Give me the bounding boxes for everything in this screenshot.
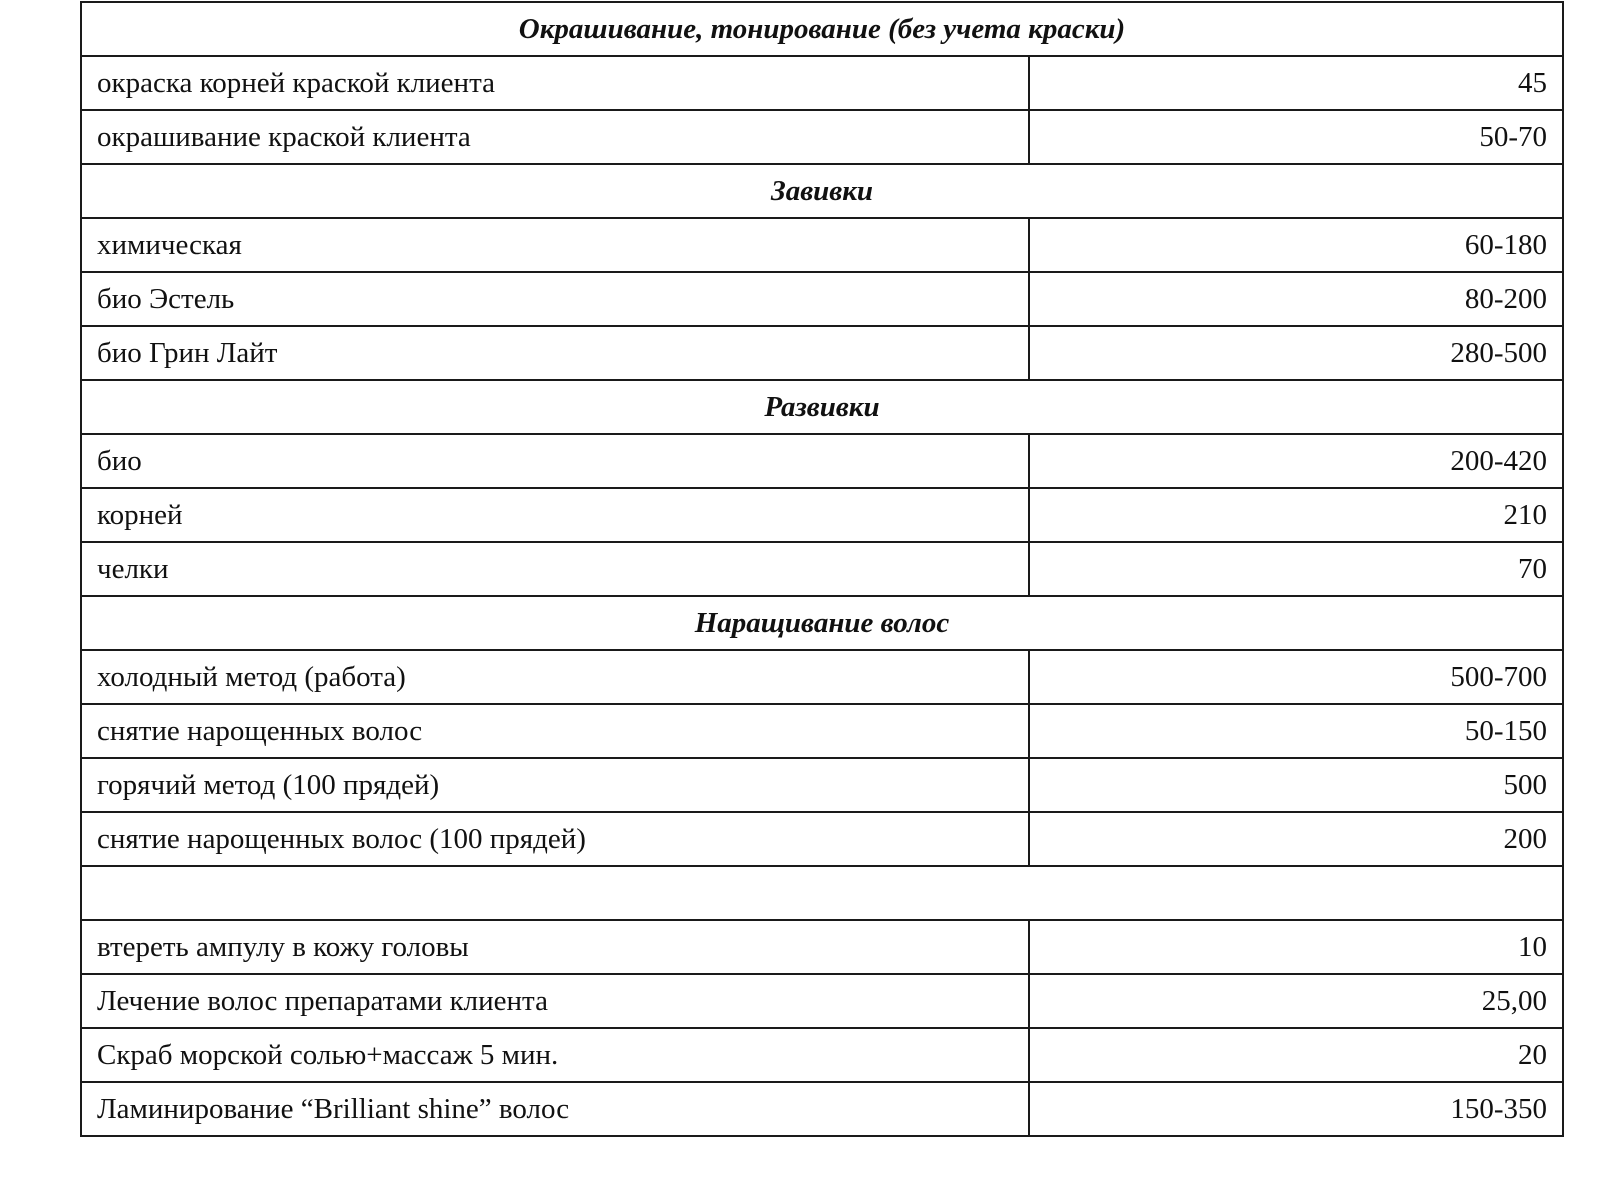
service-price: 80-200	[1029, 272, 1563, 326]
service-name: химическая	[81, 218, 1029, 272]
service-price: 200	[1029, 812, 1563, 866]
table-row	[81, 1028, 1563, 1082]
section-title: Окрашивание, тонирование (без учета краски)	[81, 2, 1563, 56]
table-row	[81, 542, 1563, 596]
service-name: Ламинирование “Brilliant shine” волос	[81, 1082, 1029, 1136]
service-price: 210	[1029, 488, 1563, 542]
section-header-row	[81, 866, 1563, 920]
service-name: холодный метод (работа)	[81, 650, 1029, 704]
service-price: 45	[1029, 56, 1563, 110]
service-name: Лечение волос препаратами клиента	[81, 974, 1029, 1028]
service-name: био Эстель	[81, 272, 1029, 326]
section-title: Развивки	[81, 380, 1563, 434]
table-row	[81, 812, 1563, 866]
service-price: 500	[1029, 758, 1563, 812]
table-row	[81, 326, 1563, 380]
service-name: втереть ампулу в кожу головы	[81, 920, 1029, 974]
table-row	[81, 218, 1563, 272]
table-row	[81, 920, 1563, 974]
service-price: 50-70	[1029, 110, 1563, 164]
service-price: 60-180	[1029, 218, 1563, 272]
section-header-row	[81, 164, 1563, 218]
service-name: корней	[81, 488, 1029, 542]
service-price: 200-420	[1029, 434, 1563, 488]
table-row	[81, 758, 1563, 812]
service-name: био	[81, 434, 1029, 488]
section-title: Завивки	[81, 164, 1563, 218]
service-price: 150-350	[1029, 1082, 1563, 1136]
service-price: 280-500	[1029, 326, 1563, 380]
table-row	[81, 1082, 1563, 1136]
service-name: био Грин Лайт	[81, 326, 1029, 380]
service-name: снятие нарощенных волос (100 прядей)	[81, 812, 1029, 866]
table-row	[81, 488, 1563, 542]
service-name: Скраб морской солью+массаж 5 мин.	[81, 1028, 1029, 1082]
service-price: 50-150	[1029, 704, 1563, 758]
table-row	[81, 974, 1563, 1028]
service-price: 500-700	[1029, 650, 1563, 704]
table-row	[81, 650, 1563, 704]
table-row	[81, 434, 1563, 488]
section-header-row	[81, 596, 1563, 650]
service-price: 20	[1029, 1028, 1563, 1082]
section-header-row	[81, 2, 1563, 56]
table-row	[81, 272, 1563, 326]
service-name: окраска корней краской клиента	[81, 56, 1029, 110]
table-row	[81, 704, 1563, 758]
service-name: челки	[81, 542, 1029, 596]
service-name: горячий метод (100 прядей)	[81, 758, 1029, 812]
section-header-row	[81, 380, 1563, 434]
table-row	[81, 56, 1563, 110]
table-row	[81, 110, 1563, 164]
section-title: Наращивание волос	[81, 596, 1563, 650]
service-price: 25,00	[1029, 974, 1563, 1028]
price-table	[80, 1, 1564, 1137]
service-name: окрашивание краской клиента	[81, 110, 1029, 164]
service-price: 10	[1029, 920, 1563, 974]
service-name: снятие нарощенных волос	[81, 704, 1029, 758]
service-price: 70	[1029, 542, 1563, 596]
section-title	[81, 866, 1563, 920]
